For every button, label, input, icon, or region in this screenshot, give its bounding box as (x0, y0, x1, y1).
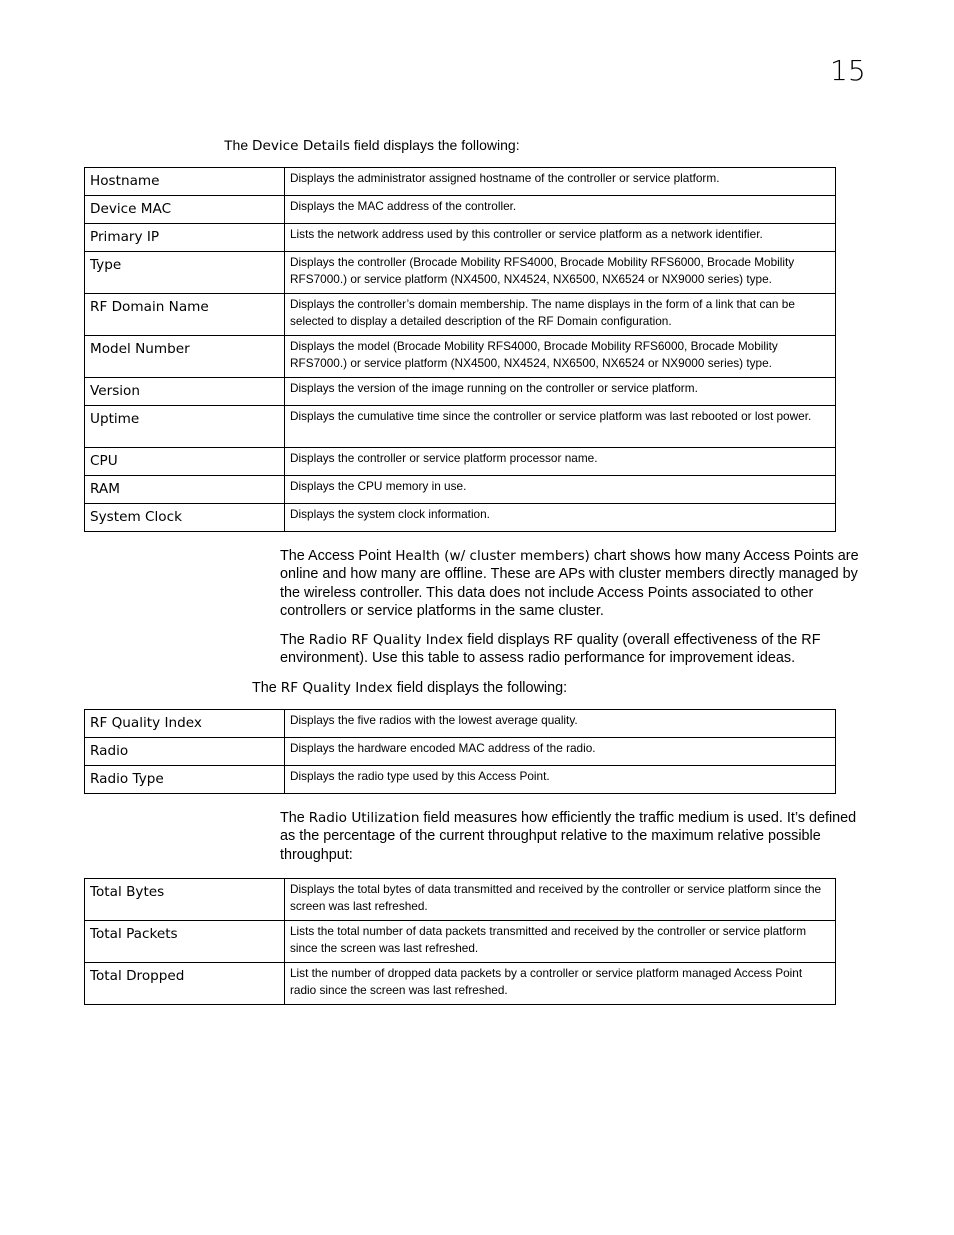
table-row (85, 252, 836, 294)
table-row (85, 879, 836, 921)
row-description: Displays the total bytes of data transmitted and received by the controller or service platform since the screen was last refreshed. (285, 879, 836, 921)
row-term: RF Domain Name (85, 294, 285, 336)
row-description: Displays the controller’s domain membership. The name displays in the form of a link that can be selected to display a detailed description of the RF Domain configuration. (285, 294, 836, 336)
row-term: Radio (85, 738, 285, 766)
table-row (85, 168, 836, 196)
table-row (85, 294, 836, 336)
row-description: Displays the cumulative time since the controller or service platform was last rebooted or lost power. (285, 406, 836, 448)
radio-utilization-paragraph: The Radio Utilization field measures how efficiently the traffic medium is used. It’s defined as the percentage of the current throughput relative to the maximum relative possible throughput: (280, 810, 857, 863)
rf-quality-paragraph: The Radio RF Quality Index field displays RF quality (overall effectiveness of the RF environment). Use this table to assess radio performance for improvement ideas. (280, 632, 821, 667)
row-term: Total Bytes (85, 879, 285, 921)
row-description: Lists the total number of data packets transmitted and received by the controller or service platform since the screen was last refreshed. (285, 921, 836, 963)
row-description: Displays the five radios with the lowest average quality. (285, 710, 836, 738)
row-description: Displays the CPU memory in use. (285, 476, 836, 504)
table-row (85, 766, 836, 794)
table-row (85, 224, 836, 252)
rf-quality-intro: The RF Quality Index field displays the following: (252, 680, 568, 696)
row-term: Version (85, 378, 285, 406)
row-description: Displays the system clock information. (285, 504, 836, 532)
chapter-number: 15 (830, 54, 866, 87)
row-description: Lists the network address used by this controller or service platform as a network identifier. (285, 224, 836, 252)
row-term: RAM (85, 476, 285, 504)
row-term: Device MAC (85, 196, 285, 224)
row-term: Total Dropped (85, 963, 285, 1005)
row-term: Uptime (85, 406, 285, 448)
table-row (85, 504, 836, 532)
table-row (85, 710, 836, 738)
row-term: Model Number (85, 336, 285, 378)
row-description: Displays the controller (Brocade Mobility RFS4000, Brocade Mobility RFS6000, Brocade Mobility RFS7000.) or service platform (NX4500, NX4524, NX6500, NX6524 or NX9000 series) type. (285, 252, 836, 294)
table-row (85, 476, 836, 504)
row-description: Displays the radio type used by this Access Point. (285, 766, 836, 794)
row-description: List the number of dropped data packets by a controller or service platform managed Access Point radio since the screen was last refreshed. (285, 963, 836, 1005)
row-description: Displays the controller or service platform processor name. (285, 448, 836, 476)
row-description: Displays the version of the image running on the controller or service platform. (285, 378, 836, 406)
table-row (85, 378, 836, 406)
row-term: Total Packets (85, 921, 285, 963)
row-term: Hostname (85, 168, 285, 196)
row-description: Displays the hardware encoded MAC address of the radio. (285, 738, 836, 766)
row-description: Displays the model (Brocade Mobility RFS4000, Brocade Mobility RFS6000, Brocade Mobility RFS7000.) or service platform (NX4500, NX4524, NX6500, NX6524 or NX9000 series) type. (285, 336, 836, 378)
row-description: Displays the administrator assigned hostname of the controller or service platform. (285, 168, 836, 196)
row-term: Primary IP (85, 224, 285, 252)
row-description: Displays the MAC address of the controller. (285, 196, 836, 224)
table-row (85, 963, 836, 1005)
health-paragraph: The Access Point Health (w/ cluster members) chart shows how many Access Points are online and how many are offline. These are APs with cluster members directly managed by the wireless controller. This data does not include Access Points associated to other controllers or service platforms in the same cluster. (280, 548, 859, 620)
table-row (85, 738, 836, 766)
row-term: CPU (85, 448, 285, 476)
table-row (85, 448, 836, 476)
table-row (85, 406, 836, 448)
table-row (85, 196, 836, 224)
device-details-table (84, 167, 836, 532)
table-row (85, 336, 836, 378)
device-details-intro: The Device Details field displays the following: (224, 137, 520, 154)
row-term: Radio Type (85, 766, 285, 794)
radio-utilization-table (84, 878, 836, 1005)
rf-quality-table (84, 709, 836, 794)
row-term: RF Quality Index (85, 710, 285, 738)
row-term: System Clock (85, 504, 285, 532)
row-term: Type (85, 252, 285, 294)
table-row (85, 921, 836, 963)
